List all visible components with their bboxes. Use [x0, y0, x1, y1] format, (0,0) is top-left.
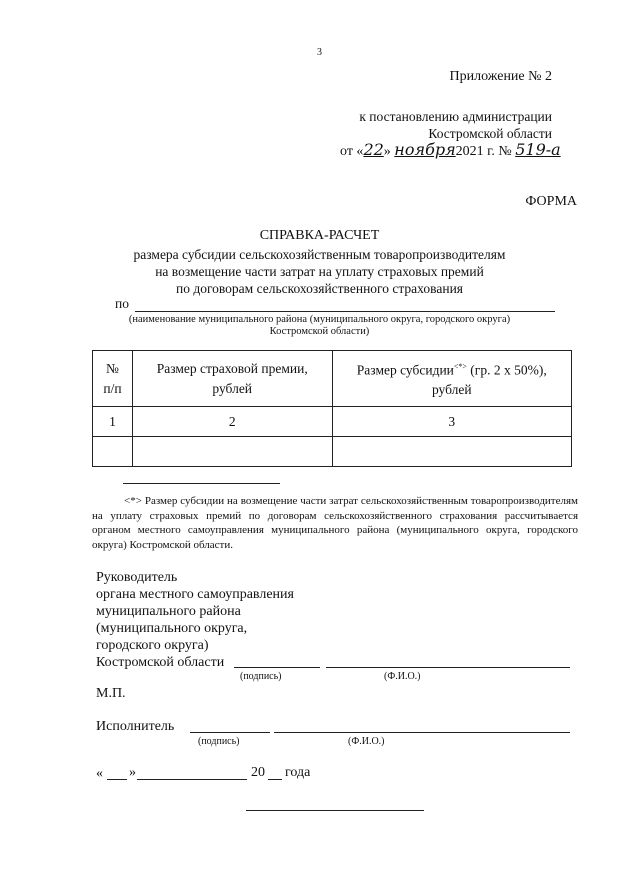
- page-number: 3: [317, 47, 322, 58]
- header-premium-bottom: рублей: [212, 380, 253, 396]
- footnote-text: <*> Размер субсидии на возмещение части затрат сельскохозяйственным товаропроизводителям на уплату страховых премий по договорам сельскохозяйственного страхования рассчитывается органом местного самоуправления муниципального района (муниципального округа, городского округа) Костромской области.: [92, 495, 578, 551]
- footnote-marker: <*>: [453, 361, 467, 371]
- signatory-signature-line: [234, 667, 320, 668]
- date-year-line: [268, 779, 282, 780]
- date-year: 2021 г. №: [455, 144, 512, 159]
- appendix-resolution-ref: к постановлению администрации: [359, 109, 552, 124]
- calculation-table: [92, 350, 572, 467]
- signatory-name-line: [326, 667, 570, 668]
- signatory-line3: муниципального района: [96, 604, 241, 619]
- signatory-line5: городского округа): [96, 638, 209, 653]
- handwritten-month: ноября: [394, 140, 456, 159]
- executor-name-hint: (Ф.И.О.): [348, 736, 385, 747]
- executor-signature-line: [190, 732, 270, 733]
- appendix-date-line: [340, 140, 561, 160]
- header-number-top: №: [106, 360, 119, 376]
- municipality-fill-line: [135, 311, 555, 312]
- header-subsidy: [332, 351, 571, 407]
- document-subtitle-line2: на возмещение части затрат на уплату страховых премий: [155, 264, 484, 279]
- header-subsidy-bottom: рублей: [431, 382, 472, 398]
- appendix-title: Приложение № 2: [449, 69, 552, 84]
- signatory-line6: Костромской области: [96, 655, 225, 670]
- date-open-quote: «: [96, 766, 103, 781]
- signatory-line4: (муниципального округа,: [96, 621, 248, 636]
- date-prefix: от «: [340, 144, 364, 159]
- table-cell: [132, 437, 332, 467]
- table-cell: 1: [93, 407, 133, 437]
- header-number-bottom: п/п: [103, 380, 122, 396]
- document-subtitle-line3: по договорам сельскохозяйственного страхования: [175, 281, 464, 296]
- signatory-name-hint: (Ф.И.О.): [384, 671, 421, 682]
- po-label: по: [115, 296, 129, 311]
- table-cell: [93, 437, 133, 467]
- header-subsidy-top: Размер субсидии<*> (гр. 2 х 50%),: [356, 361, 547, 378]
- executor-signature-hint: (подпись): [198, 736, 240, 747]
- appendix-region: Костромской области: [428, 126, 552, 141]
- table-cell: 3: [332, 407, 571, 437]
- table-header-row: [93, 351, 572, 407]
- municipality-hint-2: Костромской области): [269, 326, 370, 337]
- signatory-line1: Руководитель: [96, 570, 178, 585]
- date-year-prefix: 20: [251, 765, 265, 780]
- handwritten-day: 22: [363, 140, 384, 159]
- form-label: ФОРМА: [525, 194, 577, 209]
- table-row: [93, 437, 572, 467]
- executor-label: Исполнитель: [96, 719, 175, 734]
- header-number: [93, 351, 133, 407]
- signatory-line2: органа местного самоуправления: [96, 587, 294, 602]
- bottom-rule: [246, 810, 424, 811]
- signatory-signature-hint: (подпись): [240, 671, 282, 682]
- table-cell: [332, 437, 571, 467]
- date-day-line: [107, 779, 127, 780]
- municipality-hint: (наименование муниципального района (муниципального округа, городского округа): [128, 314, 511, 325]
- handwritten-doc-number: 519-а: [515, 140, 561, 159]
- document-title: СПРАВКА-РАСЧЕТ: [259, 228, 380, 243]
- table-cell: 2: [132, 407, 332, 437]
- date-separator: »: [383, 144, 391, 159]
- header-premium: [132, 351, 332, 407]
- executor-name-line: [274, 732, 570, 733]
- date-close-quote: »: [129, 765, 136, 780]
- stamp-placeholder: М.П.: [96, 686, 126, 701]
- table-row: [93, 407, 572, 437]
- header-premium-top: Размер страховой премии,: [156, 360, 308, 376]
- date-year-suffix: года: [285, 765, 311, 780]
- date-month-line: [137, 779, 247, 780]
- footnote-separator: [123, 483, 280, 484]
- document-subtitle-line1: размера субсидии сельскохозяйственным товаропроизводителям: [133, 247, 506, 262]
